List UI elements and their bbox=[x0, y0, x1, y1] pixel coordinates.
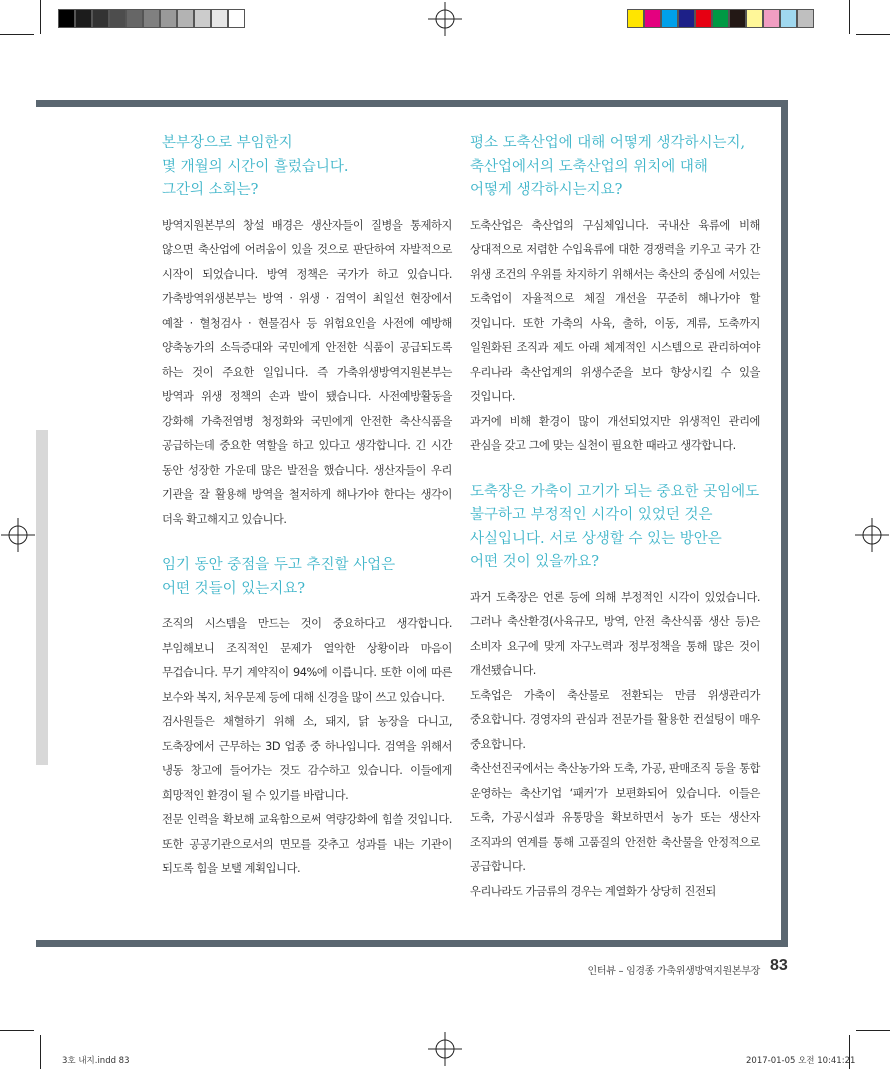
running-footer-label: 인터뷰 – 임경종 가축위생방역지원본부장 bbox=[587, 966, 760, 977]
answer-paragraph: 도축산업은 축산업의 구심체입니다. 국내산 육류에 비해 상대적으로 저렴한 수입육류에 대한 경쟁력을 키우고 국가 간 위생 조건의 우위를 차지하기 위해서는 축산의 중심에 서있는 도축업이 자율적으로 체질 개선을 꾸준히 해나가야 할 것입니다. 또한 가축의 사육, 출하, 이동, 계류, 도축까지 일원화된 조직과 제도 아래 체계적인 시스템으로 관리하여야 우리나라 축산업계의 위생수준을 보다 향상시킬 수 있을 것입니다. bbox=[470, 218, 760, 403]
question-heading bbox=[470, 481, 760, 575]
color-swatch bbox=[746, 9, 763, 28]
side-tab-marker bbox=[36, 430, 48, 765]
answer-paragraph: 도축업은 가축이 축산물로 전환되는 만큼 위생관리가 중요합니다. 경영자의 관심과 전문가를 활용한 컨설팅이 매우 중요합니다. bbox=[470, 688, 760, 751]
question-heading bbox=[470, 132, 760, 203]
color-swatch bbox=[160, 9, 177, 28]
question-line: 평소 도축산업에 대해 어떻게 생각하시는지, bbox=[470, 135, 746, 151]
color-swatch bbox=[143, 9, 160, 28]
color-swatch bbox=[695, 9, 712, 28]
registration-mark-top-icon bbox=[428, 2, 462, 36]
question-line: 사실입니다. 서로 상생할 수 있는 방안은 bbox=[470, 530, 722, 547]
color-swatch bbox=[109, 9, 126, 28]
page-frame-bottom bbox=[36, 940, 788, 947]
slug-file-name: 3호 내지.indd 83 bbox=[62, 1056, 130, 1066]
right-column bbox=[470, 132, 760, 904]
color-swatch bbox=[177, 9, 194, 28]
page-number: 83 bbox=[770, 957, 788, 974]
color-swatch bbox=[661, 9, 678, 28]
registration-mark-right-icon bbox=[855, 518, 889, 552]
registration-mark-bottom-icon bbox=[428, 1032, 462, 1066]
color-swatch bbox=[729, 9, 746, 28]
question-line: 임기 동안 중점을 두고 추진할 사업은 bbox=[162, 557, 396, 573]
color-swatch bbox=[58, 9, 75, 28]
question-line: 불구하고 부정적인 시각이 있었던 것은 bbox=[470, 507, 713, 523]
color-swatch bbox=[627, 9, 644, 28]
question-line: 본부장으로 부임한지 bbox=[162, 135, 293, 151]
question-line: 축산업에서의 도축산업의 위치에 대해 bbox=[470, 158, 708, 175]
color-swatch bbox=[75, 9, 92, 28]
answer-paragraph: 과거에 비해 환경이 많이 개선되었지만 위생적인 관리에 관심을 갖고 그에 맞는 실천이 필요한 때라고 생각합니다. bbox=[470, 414, 760, 452]
slug-timestamp: 2017-01-05 오전 10:41:21 bbox=[746, 1056, 856, 1066]
color-swatch bbox=[763, 9, 780, 28]
answer-paragraph: 검사원들은 채혈하기 위해 소, 돼지, 닭 농장을 다니고, 도축장에서 근무하는 3D 업종 중 하나입니다. 검역을 위해서 냉동 창고에 들어가는 것도 감수하고 있습니다. 이들에게 희망적인 환경이 될 수 있기를 바랍니다. bbox=[162, 715, 452, 802]
left-column bbox=[162, 132, 452, 882]
answer-paragraph: 방역지원본부의 창설 배경은 생산자들이 질병을 통제하지 않으면 축산업에 어려움이 있을 것으로 판단하여 자발적으로 시작이 되었습니다. 방역 정책은 국가가 하고 있습니다. 가축방역위생본부는 방역 · 위생 · 검역이 최일선 현장에서 예찰 · 혈청검사 · 현물검사 등 위험요인을 사전에 예방해 양축농가의 소득증대와 국민에게 안전한 식품이 공급되도록 하는 것이 주요한 일입니다. 즉 가축위생방역지원본부는 방역과 위생 정책의 손과 발이 됐습니다. 사전예방활동을 강화해 가축전염병 청정화와 국민에게 안전한 축산식품을 공급하는데 중요한 역할을 하고 있다고 생각합니다. 긴 시간 동안 성장한 가운데 많은 발전을 했습니다. 생산자들이 우리 기관을 잘 활용해 방역을 철저하게 해나가야 한다는 생각이 더욱 확고해지고 있습니다. bbox=[162, 218, 452, 526]
color-swatch bbox=[678, 9, 695, 28]
registration-mark-left-icon bbox=[1, 518, 35, 552]
color-swatch bbox=[194, 9, 211, 28]
color-swatch bbox=[211, 9, 228, 28]
answer-paragraph: 축산선진국에서는 축산농가와 도축, 가공, 판매조직 등을 통합 운영하는 축산기업 ‘패커’가 보편화되어 있습니다. 이들은 도축, 가공시설과 유통망을 확보하면서 농가 또는 생산자 조직과의 연계를 통해 고품질의 안전한 축산물을 안정적으로 공급합니다. bbox=[470, 762, 760, 873]
color-swatch bbox=[780, 9, 797, 28]
question-line: 그간의 소회는? bbox=[162, 182, 259, 198]
question-line: 어떤 것이 있을까요? bbox=[470, 554, 600, 570]
page-frame-right bbox=[781, 100, 788, 947]
color-swatch bbox=[228, 9, 245, 28]
color-swatch bbox=[712, 9, 729, 28]
color-swatch bbox=[126, 9, 143, 28]
answer-paragraph: 과거 도축장은 언론 등에 의해 부정적인 시각이 있었습니다. 그러나 축산환경(사육규모, 방역, 안전 축산식품 생산 등)은 소비자 요구에 맞게 자구노력과 정부정책을 통해 많은 것이 개선됐습니다. bbox=[470, 590, 760, 677]
page-frame-top bbox=[36, 100, 788, 107]
question-line: 몇 개월의 시간이 흘렀습니다. bbox=[162, 158, 349, 175]
question-line: 어떤 것들이 있는지요? bbox=[162, 580, 306, 597]
question-heading bbox=[162, 554, 452, 601]
color-swatch bbox=[92, 9, 109, 28]
color-swatch bbox=[797, 9, 814, 28]
question-heading bbox=[162, 132, 452, 203]
answer-paragraph: 전문 인력을 확보해 교육함으로써 역량강화에 힘쓸 것입니다. 또한 공공기관으로서의 면모를 갖추고 성과를 내는 기관이 되도록 힘을 보탤 계획입니다. bbox=[162, 813, 452, 875]
question-line: 어떻게 생각하시는지요? bbox=[470, 182, 623, 198]
color-swatch bbox=[644, 9, 661, 28]
answer-paragraph: 조직의 시스템을 만드는 것이 중요하다고 생각합니다. 부임해보니 조직적인 문제가 열악한 상황이라 마음이 무겁습니다. 무기 계약직이 94%에 이릅니다. 또한 이에 따른 보수와 복지, 처우문제 등에 대해 신경을 많이 쓰고 있습니다. bbox=[162, 617, 452, 704]
answer-paragraph: 우리나라도 가금류의 경우는 계열화가 상당히 진전되 bbox=[470, 884, 716, 898]
question-line: 도축장은 가축이 고기가 되는 중요한 곳임에도 bbox=[470, 483, 760, 500]
